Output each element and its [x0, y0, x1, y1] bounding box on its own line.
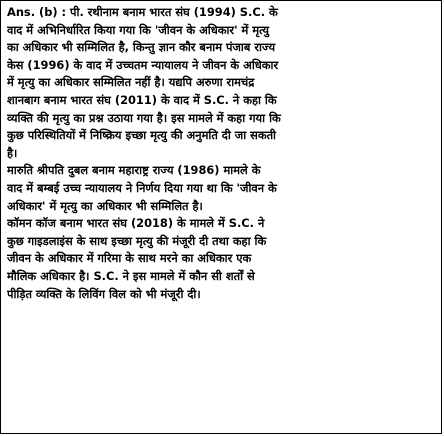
paragraph-3: [7, 215, 435, 303]
text-line: है।: [7, 145, 18, 160]
text-line: शानबाग बनाम भारत संघ (2011) के वाद में S.C. ने कहा कि: [7, 92, 277, 107]
text-line: में मृत्यु का अधिकार सम्मिलित नहीं है। यद्यपि अरुणा रामचंद्र: [7, 75, 255, 90]
text-line: मौलिक अधिकार है। S.C. ने इस मामले में कौन सी शर्तों से: [7, 268, 255, 283]
text-line: मारुति श्रीपति दुबल बनाम महाराष्ट्र राज्य (1986) मामले के: [7, 163, 261, 178]
text-line: केस (1996) के वाद में उच्चतम न्यायालय ने जीवन के अधिकार: [7, 57, 279, 72]
text-line: जीवन के अधिकार में गरिमा के साथ मरने का अधिकार एक: [7, 251, 252, 266]
text-line: Ans. (b) : पी. रथीनाम बनाम भारत संघ (1994) S.C. के: [7, 5, 278, 19]
text-line: कुछ गाइडलाइंस के साथ इच्छा मृत्यु की मंजूरी दी तथा कहा कि: [7, 233, 267, 248]
paragraph-2: [7, 162, 435, 215]
text-line: व्यक्ति की मृत्यु का प्रश्न उठाया गया है। इस मामले में कहा गया कि: [7, 110, 281, 125]
text-line: वाद में अभिनिर्धारित किया गया कि 'जीवन के अधिकार' में मृत्यु: [7, 22, 270, 37]
text-line: पीड़ित व्यक्ति के लिविंग विल को भी मंजूरी दी।: [7, 286, 201, 301]
text-line: कॉमन कॉज बनाम भारत संघ (2018) के मामले में S.C. ने: [7, 216, 265, 231]
text-line: वाद में बम्बई उच्च न्यायालय ने निर्णय दिया गया था कि 'जीवन के: [7, 180, 277, 195]
text-line: अधिकार' में मृत्यु का अधिकार भी सम्मिलित है।: [7, 198, 203, 213]
paragraph-1: [7, 4, 435, 162]
text-line: कुछ परिस्थितियों में निष्क्रिय इच्छा मृत्यु की अनुमति दी जा सकती: [7, 128, 277, 143]
text-line: का अधिकार भी सम्मिलित है, किन्तु ज्ञान कौर बनाम पंजाब राज्य: [7, 40, 276, 55]
